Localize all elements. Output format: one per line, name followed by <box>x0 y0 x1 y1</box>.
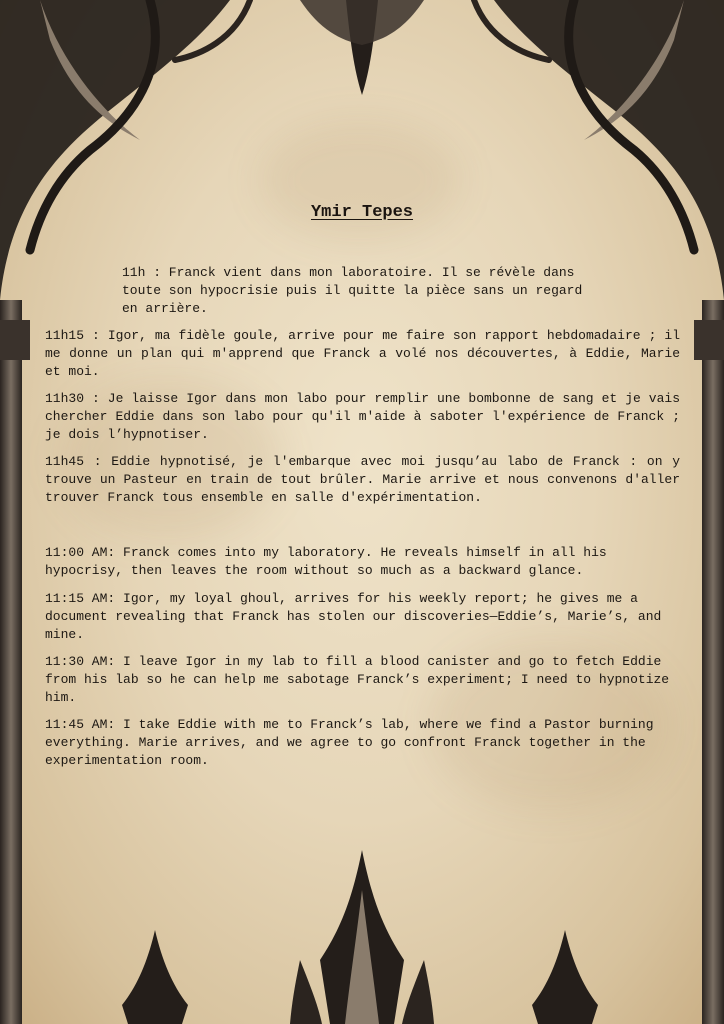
french-entry-11h15: 11h15 : Igor, ma fidèle goule, arrive pour me faire son rapport hebdomadaire ; il me donne un plan qui m'apprend que Franck a volé nos découvertes, à Eddie, Marie et moi. <box>45 328 680 379</box>
french-entry-11h30: 11h30 : Je laisse Igor dans mon labo pour remplir une bombonne de sang et je vais chercher Eddie dans son labo pour qu'il m'aide à saboter l'expérience de Franck ; je dois l’hypnotiser. <box>45 391 680 442</box>
english-entry-1115: 11:15 AM: Igor, my loyal ghoul, arrives for his weekly report; he gives me a document revealing that Franck has stolen our discoveries—Eddie’s, Marie’s, and mine. <box>45 591 662 642</box>
document-title: Ymir Tepes <box>310 203 414 222</box>
english-entry-1130: 11:30 AM: I leave Igor in my lab to fill a blood canister and go to fetch Eddie from his lab so he can help me sabotage Franck’s experiment; I need to hypnotize him. <box>45 654 670 705</box>
french-entry-11h: 11h : Franck vient dans mon laboratoire. Il se révèle dans toute son hypocrisie puis il quitte la pièce sans un regard en arrière. <box>122 265 583 316</box>
english-entry-1100: 11:00 AM: Franck comes into my laboratory. He reveals himself in all his hypocrisy, then leaves the room without so much as a backward glance. <box>45 545 607 578</box>
french-entry-11h45: 11h45 : Eddie hypnotisé, je l'embarque avec moi jusqu’au labo de Franck : on y trouve un Pasteur en train de tout brûler. Marie arrive et nous convenons d'aller trouver Franck tous ensemble en salle d'expérimentation. <box>45 454 680 505</box>
english-entry-1145: 11:45 AM: I take Eddie with me to Franck’s lab, where we find a Pastor burning everything. Marie arrives, and we agree to go confront Franck together in the experimentation room. <box>45 717 654 768</box>
